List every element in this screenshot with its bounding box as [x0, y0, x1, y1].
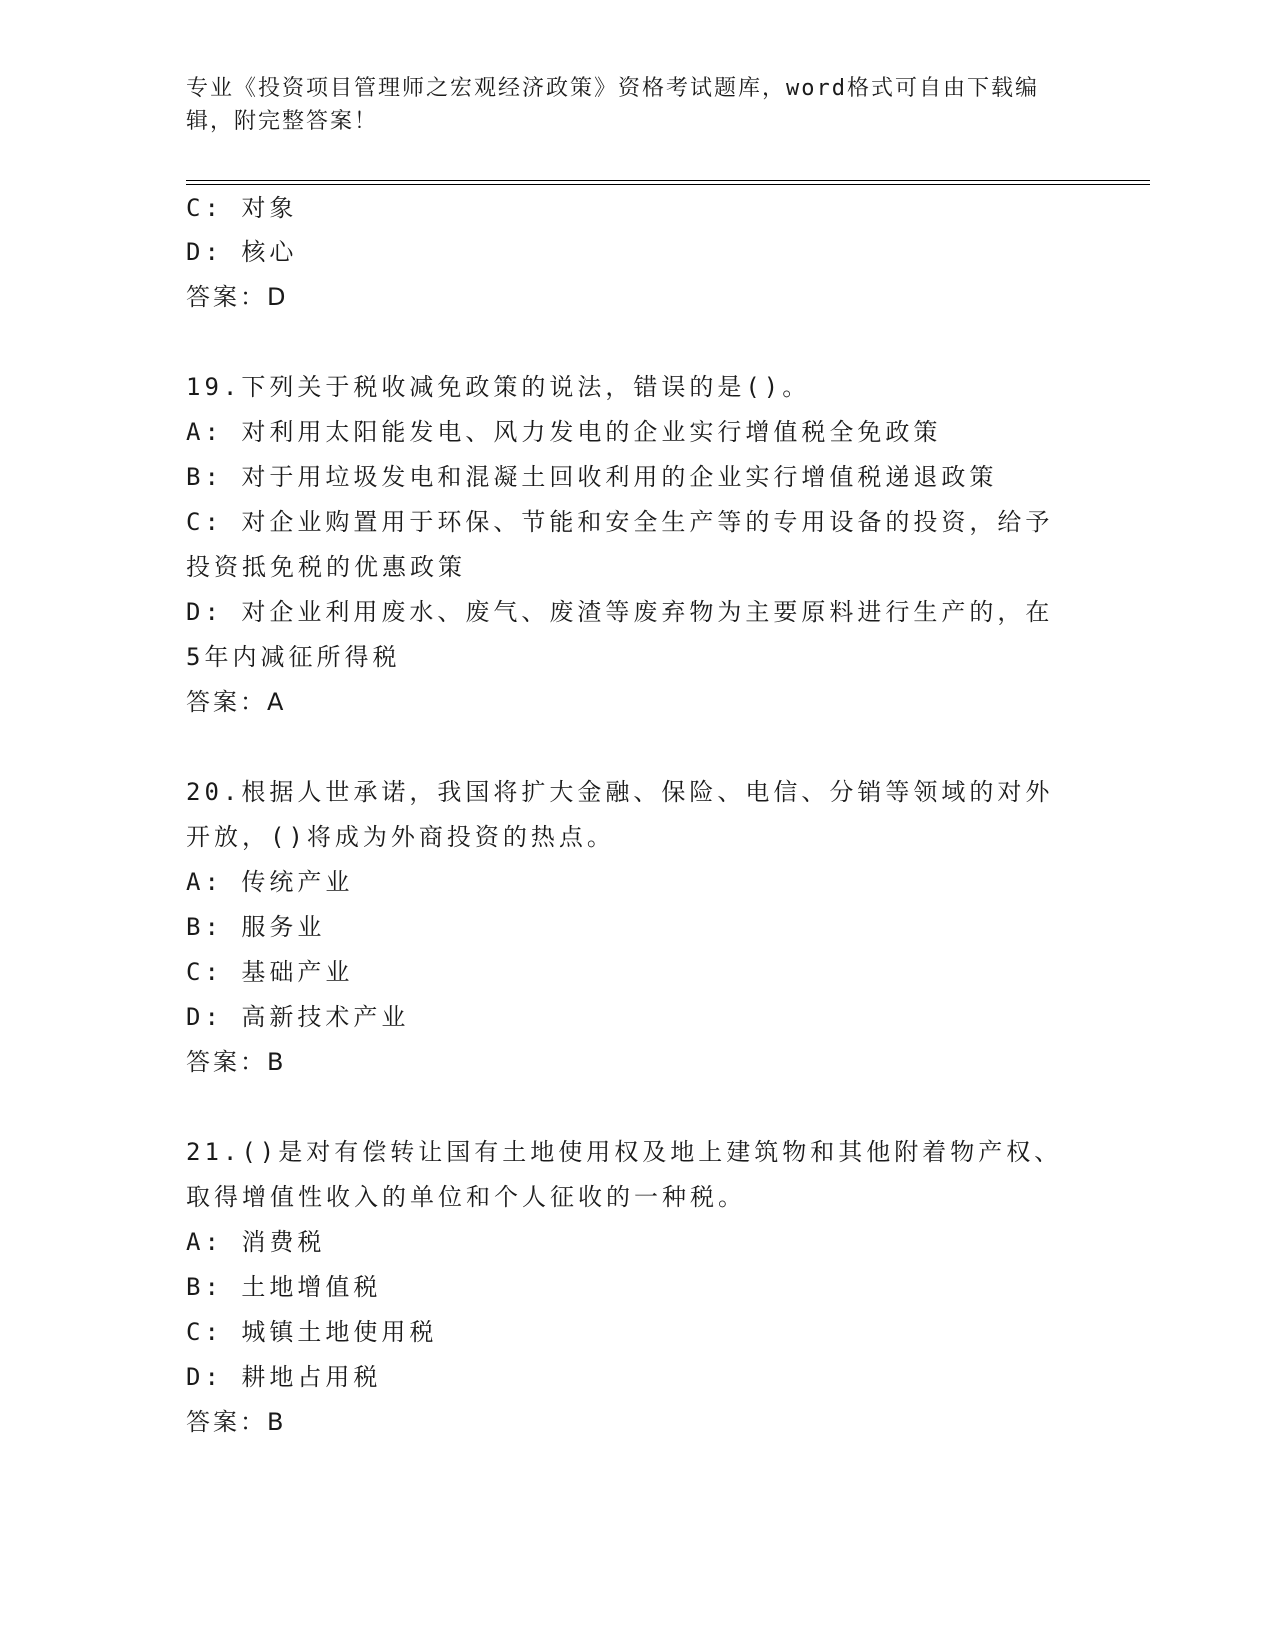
q19-option-d-line1: D: 对企业利用废水、废气、废渣等废弃物为主要原料进行生产的，在 [186, 598, 1054, 626]
q19-option-c-line2: 投资抵免税的优惠政策 [186, 553, 466, 581]
q19-stem: 19.下列关于税收减免政策的说法，错误的是()。 [186, 373, 811, 401]
q21-option-d: D: 耕地占用税 [186, 1363, 382, 1391]
q18-option-d: D: 核心 [186, 238, 298, 266]
q18-option-c: C: 对象 [186, 194, 298, 222]
q20-answer: 答案：B [186, 1048, 287, 1076]
q20-stem-line2: 开放，()将成为外商投资的热点。 [186, 823, 615, 851]
q19-option-b: B: 对于用垃圾发电和混凝土回收利用的企业实行增值税递退政策 [186, 463, 998, 491]
header-rule-top [186, 180, 1150, 181]
q19-option-d-line2: 5年内减征所得税 [186, 643, 401, 671]
q20-stem-line1: 20.根据人世承诺，我国将扩大金融、保险、电信、分销等领域的对外 [186, 778, 1054, 806]
q21-stem-line1: 21.()是对有偿转让国有土地使用权及地上建筑物和其他附着物产权、 [186, 1138, 1063, 1166]
q19-option-c-line1: C: 对企业购置用于环保、节能和安全生产等的专用设备的投资，给予 [186, 508, 1054, 536]
q19-answer: 答案：A [186, 688, 287, 716]
document-header: 专业《投资项目管理师之宏观经济政策》资格考试题库，word格式可自由下载编辑，附完整答案！ [186, 76, 1039, 134]
q20-option-d: D: 高新技术产业 [186, 1003, 410, 1031]
q20-option-c: C: 基础产业 [186, 958, 354, 986]
q20-option-b: B: 服务业 [186, 913, 326, 941]
q21-stem-line2: 取得增值性收入的单位和个人征收的一种税。 [186, 1183, 746, 1211]
q21-answer: 答案：B [186, 1408, 287, 1436]
q20-option-a: A: 传统产业 [186, 868, 354, 896]
q21-option-c: C: 城镇土地使用税 [186, 1318, 438, 1346]
q21-option-a: A: 消费税 [186, 1228, 326, 1256]
q19-option-a: A: 对利用太阳能发电、风力发电的企业实行增值税全免政策 [186, 418, 942, 446]
q18-answer: 答案：D [186, 283, 289, 311]
header-rule-bottom [186, 184, 1150, 185]
q21-option-b: B: 土地增值税 [186, 1273, 382, 1301]
